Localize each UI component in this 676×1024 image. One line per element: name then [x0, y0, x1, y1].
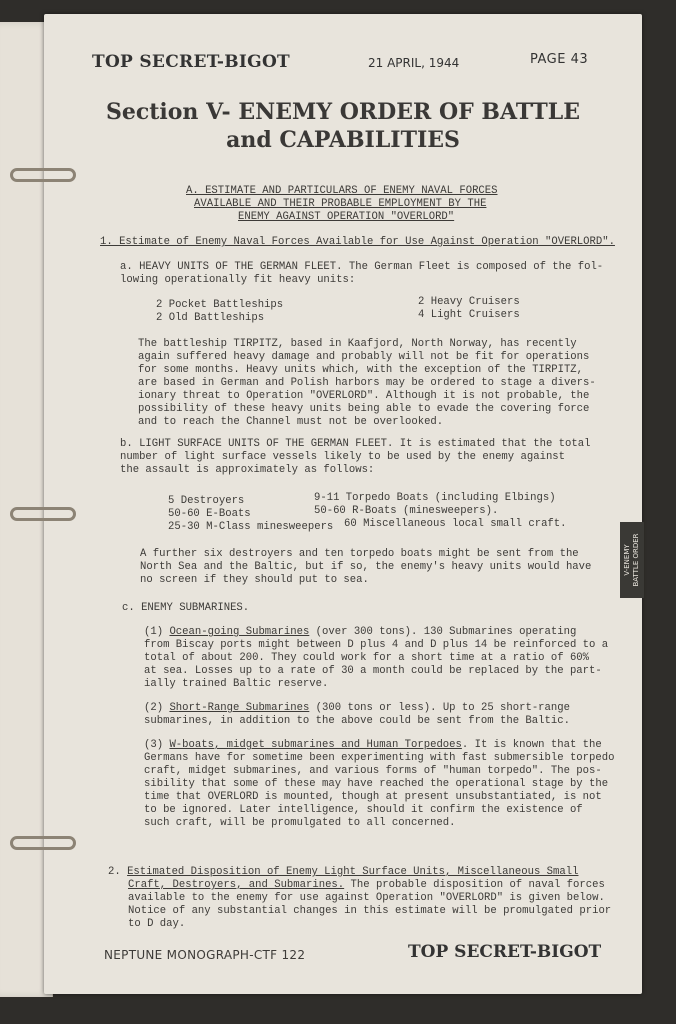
light-unit-right-3: 60 Miscellaneous local small craft. [344, 518, 567, 530]
sub-1-text-1: (over 300 tons). 130 Submarines operating [309, 626, 577, 638]
heavy-unit-left-2: 2 Old Battleships [156, 312, 265, 324]
item-1-heading: 1. Estimate of Enemy Naval Forces Available for Use Against Operation "OVERLORD". [100, 236, 615, 248]
heavy-unit-left-1: 2 Pocket Battleships [156, 299, 284, 311]
sub-3-title: W-boats, midget submarines and Human Torpedoes [169, 739, 462, 751]
sub-3-line-2: Germans have for sometime been experimenting with fast submersible torpedo [144, 752, 615, 764]
footer-classification: TOP SECRET-BIGOT [408, 942, 602, 962]
binder-ring-middle [10, 507, 76, 521]
header-page-number: PAGE 43 [530, 52, 589, 67]
item-2-line-3: available to the enemy for use against Operation "OVERLORD" is given below. [128, 892, 605, 904]
item-2-line-4: Notice of any substantial changes in this estimate will be promulgated prior [128, 905, 612, 917]
sub-1-line-3: total of about 200. They could work for a short time at a ratio of 60% [144, 652, 590, 664]
sub-2-line-2: submarines, in addition to the above could be sent from the Baltic. [144, 715, 570, 727]
subheading-line-2: AVAILABLE AND THEIR PROBABLE EMPLOYMENT BY THE [194, 198, 487, 210]
tirpitz-line-1: The battleship TIRPITZ, based in Kaafjord, North Norway, has recently [138, 338, 577, 350]
tirpitz-line-7: and to reach the Channel must not be overlooked. [138, 416, 444, 428]
light-unit-right-2: 50-60 R-Boats (minesweepers). [314, 505, 499, 517]
tab-label-line-2: BATTLE ORDER [632, 533, 640, 587]
item-2-line-5: to D day. [128, 918, 186, 930]
item-2-text-1: The probable disposition of naval forces [344, 879, 605, 891]
sub-2-number: (2) [144, 702, 164, 714]
sub-3-text-1: . It is known that the [461, 739, 602, 751]
sub-3-line-3: craft, midget submarines, and various forms of "human torpedo". The pos- [144, 765, 602, 777]
sub-1-title: Ocean-going Submarines [169, 626, 310, 638]
sub-2-text-1: (300 tons or less). Up to 25 short-range [309, 702, 570, 714]
sub-1-line-1 [144, 626, 576, 638]
sub-3-line-4: sibility that some of these may have reached the operational stage by the [144, 778, 609, 790]
sub-3-line-1 [144, 739, 602, 751]
sub-3-line-7: such craft, will be promulgated to all concerned. [144, 817, 456, 829]
item-2-line-2 [128, 879, 605, 891]
destroyers-line-3: no screen if they should put to sea. [140, 574, 369, 586]
sub-1-number: (1) [144, 626, 164, 638]
header-date: 21 APRIL, 1944 [368, 56, 460, 70]
footer-monograph: NEPTUNE MONOGRAPH-CTF 122 [104, 948, 306, 962]
tirpitz-line-5: ionary threat to Operation "OVERLORD". Although it is not probable, the [138, 390, 590, 402]
tirpitz-line-6: possibility of these heavy units being able to evade the covering force [138, 403, 590, 415]
tirpitz-line-4: are based in German and Polish harbors may be ordered to stage a divers- [138, 377, 596, 389]
item-2-title-1: Estimated Disposition of Enemy Light Surface Units, Miscellaneous Small [127, 866, 579, 878]
sub-2-title: Short-Range Submarines [169, 702, 310, 714]
heavy-unit-right-1: 2 Heavy Cruisers [418, 296, 520, 308]
para-a-line-1: a. HEAVY UNITS OF THE GERMAN FLEET. The German Fleet is composed of the fol- [120, 261, 604, 273]
subheading-line-1: A. ESTIMATE AND PARTICULARS OF ENEMY NAVAL FORCES [186, 185, 498, 197]
destroyers-line-2: North Sea and the Baltic, but if so, the enemy's heavy units would have [140, 561, 592, 573]
header-classification: TOP SECRET-BIGOT [92, 52, 291, 72]
light-unit-left-2: 50-60 E-Boats [168, 508, 251, 520]
section-index-tab[interactable] [620, 522, 644, 598]
para-c-heading: c. ENEMY SUBMARINES. [122, 602, 250, 614]
sub-1-line-4: at sea. Losses up to a rate of 30 a month could be replaced by the part- [144, 665, 602, 677]
item-2-line-1 [108, 866, 578, 878]
tab-label-line-1: V-ENEMY [623, 544, 631, 576]
sub-1-line-2: from Biscay ports might between D plus 4 and D plus 14 be reinforced to a [144, 639, 609, 651]
section-index-tab-label [620, 522, 644, 598]
light-unit-left-1: 5 Destroyers [168, 495, 245, 507]
subheading-line-3: ENEMY AGAINST OPERATION "OVERLORD" [238, 211, 455, 223]
item-2-number: 2. [108, 866, 121, 878]
light-unit-left-3: 25-30 M-Class minesweepers [168, 521, 334, 533]
binder-ring-bottom [10, 836, 76, 850]
heavy-unit-right-2: 4 Light Cruisers [418, 309, 520, 321]
binder-ring-top [10, 168, 76, 182]
destroyers-line-1: A further six destroyers and ten torpedo boats might be sent from the [140, 548, 579, 560]
tirpitz-line-2: again suffered heavy damage and probably will not be fit for operations [138, 351, 590, 363]
para-b-line-1: b. LIGHT SURFACE UNITS OF THE GERMAN FLEET. It is estimated that the total [120, 438, 591, 450]
sub-3-line-5: time that OVERLORD is mounted, though at present unsubstantiated, is not [144, 791, 602, 803]
sub-3-number: (3) [144, 739, 164, 751]
para-a-line-2: lowing operationally fit heavy units: [120, 274, 356, 286]
sub-1-line-5: ially trained Baltic reserve. [144, 678, 329, 690]
para-b-line-3: the assault is approximately as follows: [120, 464, 375, 476]
section-title-line-1: Section V- ENEMY ORDER OF BATTLE [105, 99, 581, 125]
sub-2-line-1 [144, 702, 570, 714]
light-unit-right-1: 9-11 Torpedo Boats (including Elbings) [314, 492, 556, 504]
para-b-line-2: number of light surface vessels likely to be used by the enemy against [120, 451, 566, 463]
tirpitz-line-3: for some months. Heavy units which, with the exception of the TIRPITZ, [138, 364, 584, 376]
section-title-line-2: and CAPABILITIES [226, 127, 460, 153]
document-page [44, 14, 642, 994]
item-2-title-2: Craft, Destroyers, and Submarines. [128, 879, 345, 891]
sub-3-line-6: to be ignored. Later intelligence, should it confirm the existence of [144, 804, 583, 816]
